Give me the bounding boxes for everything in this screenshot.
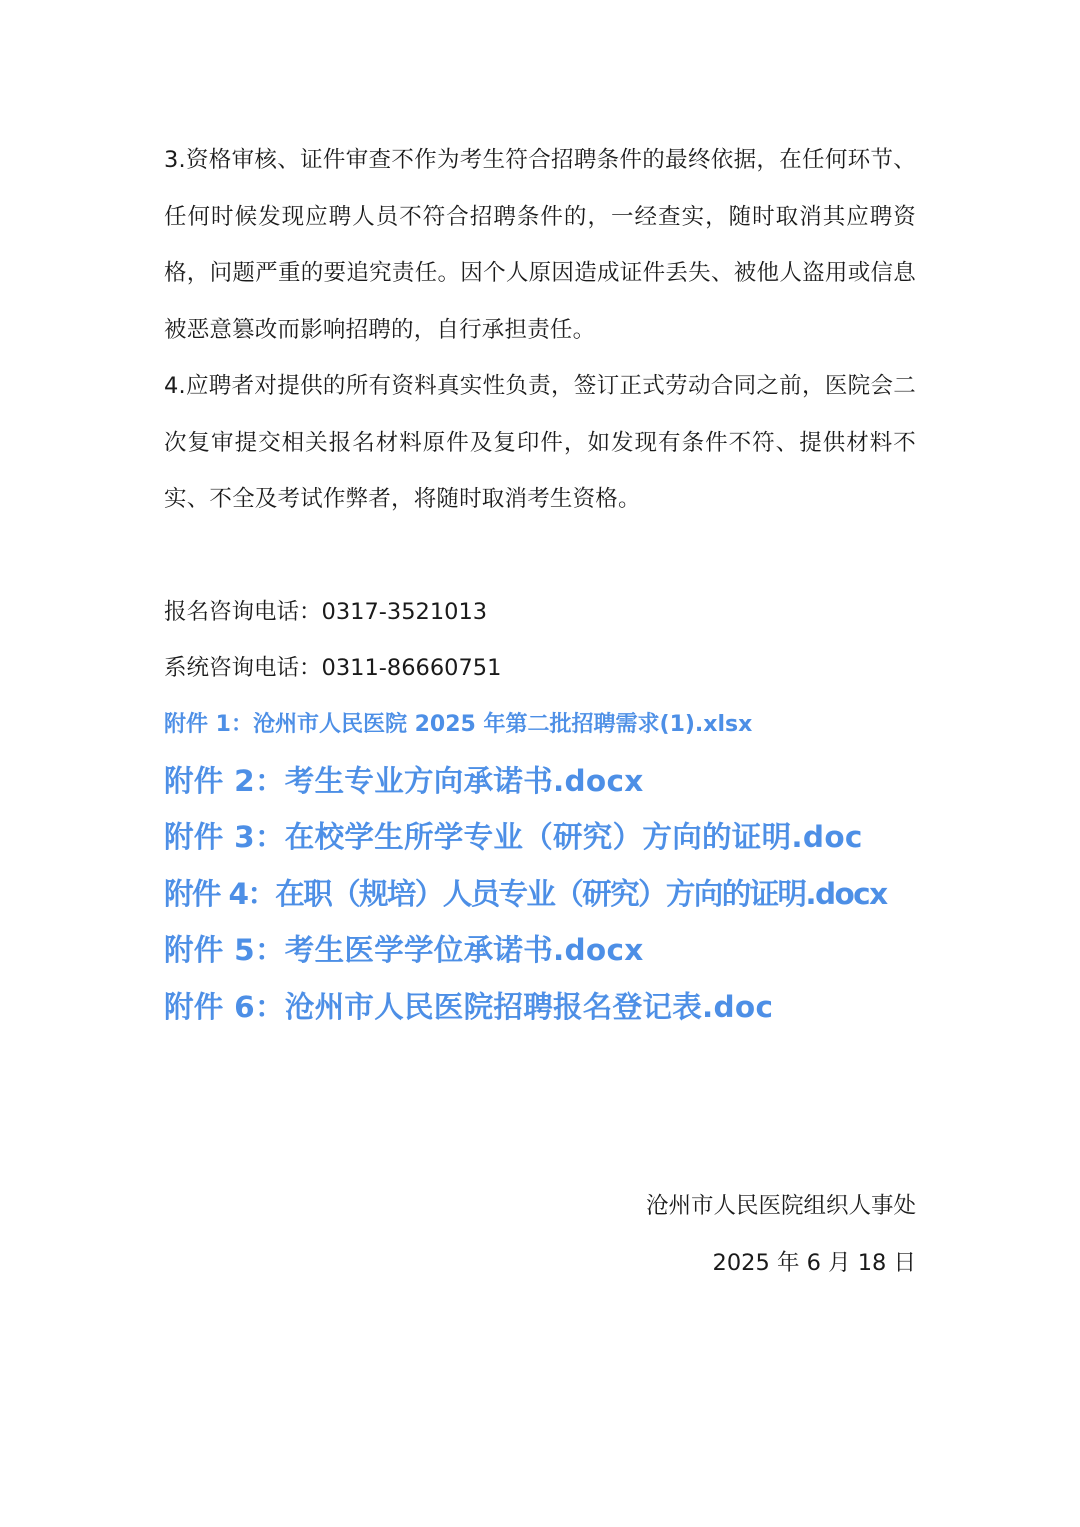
- attachment-link-2[interactable]: 附件 2：考生专业方向承诺书.docx: [164, 763, 644, 798]
- attachment-link-3[interactable]: 附件 3：在校学生所学专业（研究）方向的证明.doc: [164, 820, 863, 854]
- spacer: [164, 528, 916, 584]
- system-phone: 系统咨询电话：0311-86660751: [164, 655, 502, 681]
- paragraph-applicant-responsibility: 4.应聘者对提供的所有资料真实性负责，签订正式劳动合同之前，医院会二次复审提交相关报名材料原件及复印件，如发现有条件不符、提供材料不实、不全及考试作弊者，将随时取消考生资格。: [164, 373, 916, 512]
- attachment-link-5[interactable]: 附件 5：考生医学学位承诺书.docx: [164, 933, 644, 967]
- document-body: [164, 132, 916, 1035]
- attachment-link-1[interactable]: 附件 1：沧州市人民医院 2025 年第二批招聘需求(1).xlsx: [164, 711, 753, 737]
- signature-block: [646, 1178, 916, 1292]
- attachment-link-6[interactable]: 附件 6：沧州市人民医院招聘报名登记表.doc: [164, 989, 774, 1024]
- paragraph-qualification-review: 3.资格审核、证件审查不作为考生符合招聘条件的最终依据，在任何环节、任何时候发现应聘人员不符合招聘条件的，一经查实，随时取消其应聘资格，问题严重的要追究责任。因个人原因造成证件丢失、被他人盗用或信息被恶意篡改而影响招聘的，自行承担责任。: [164, 147, 916, 343]
- signature-organization: 沧州市人民医院组织人事处: [645, 1193, 916, 1219]
- attachment-link-4[interactable]: 附件 4：在职（规培）人员专业（研究）方向的证明.docx: [164, 876, 887, 911]
- registration-phone: 报名咨询电话：0317-3521013: [164, 598, 488, 625]
- signature-date: 2025 年 6 月 18 日: [712, 1250, 916, 1276]
